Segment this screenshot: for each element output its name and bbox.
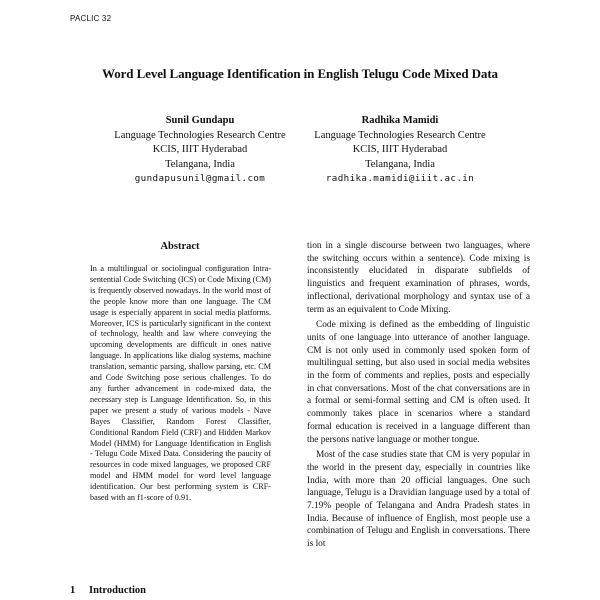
author-block-1 xyxy=(100,114,300,187)
author-name: Sunil Gundapu xyxy=(165,115,235,126)
author-email: gundapusunil@gmail.com xyxy=(134,173,266,184)
author-institute: KCIS, IIIT Hyderabad xyxy=(152,144,248,155)
body-paragraph: Code mixing is defined as the embedding of linguistic units of one language into utterance of another language. CM is not only used in commonly used spoken form of multilingual setting, but also used in social media websites in the form of comments and replies, posts and especially in chat conversations. Most of the chat conversations are in a formal or semi-formal setting and CM is often used. It commonly takes place in scenarios where a standard formal education is received in a language different than the persons native language or mother tongue. xyxy=(307,320,530,445)
section-number: 1 xyxy=(70,585,76,596)
author-email: radhika.mamidi@iiit.ac.in xyxy=(325,173,475,184)
body-paragraph: Most of the case studies state that CM is very popular in the world in the present day, especially in countries like India, with more than 20 official languages. One such language, Telugu is a Dravidian language used by a total of 7.19% people of Telangana and Andra Pradesh states in India. Because of influence of English, most people use a combination of Telugu and English in conversations. There is lot xyxy=(307,450,530,550)
abstract-heading: Abstract xyxy=(160,241,200,252)
section-heading xyxy=(70,585,146,596)
author-affiliation: Language Technologies Research Centre xyxy=(314,129,486,141)
right-column xyxy=(307,240,530,554)
body-paragraph: tion in a single discourse between two languages, where the switching occurs within a sentence). Code mixing is inconsistently elucidated in disparate subfields of linguistics and frequent examination of phrases, words, inflectional, derivational morphology and syntax use of a term as an equivalent to Code Mixing. xyxy=(307,241,530,315)
abstract-text: In a multilingual or sociolingual configuration Intra-sentential Code Switching (ICS) or Code Mixing (CM) is frequently observed nowadays. In the world most of the people know more than one language. The CM usage is especially apparent in social media platforms. Moreover, ICS is particularly significant in the context of technology, health and law where conveying the upcoming developments are difficult in ones native language. In applications like dialog systems, machine translation, semantic parsing, shallow parsing, etc. CM and Code Switching pose serious challenges. To do any further advancement in code-mixed data, the necessary step is Language Identification. So, in this paper we present a study of various models - Nave Bayes Classifier, Random Forest Classifier, Conditional Random Field (CRF) and Hidden Markov Model (HMM) for Language Identification in English - Telugu Code Mixed Data. Considering the paucity of resources in code mixed languages, we proposed CRF model and HMM model for word level language identification. Our best performing system is CRF-based with an f1-score of 0.91. xyxy=(90,264,271,503)
paper-title: Word Level Language Identification in English Telugu Code Mixed Data xyxy=(102,66,498,81)
author-affiliation: Language Technologies Research Centre xyxy=(114,129,286,141)
section-title: Introduction xyxy=(89,585,146,596)
author-location: Telangana, India xyxy=(165,158,235,170)
author-location: Telangana, India xyxy=(365,158,435,170)
author-institute: KCIS, IIIT Hyderabad xyxy=(352,144,448,155)
author-name: Radhika Mamidi xyxy=(361,115,439,126)
author-block-2 xyxy=(300,114,500,187)
conference-tag: PACLIC 32 xyxy=(70,14,112,23)
